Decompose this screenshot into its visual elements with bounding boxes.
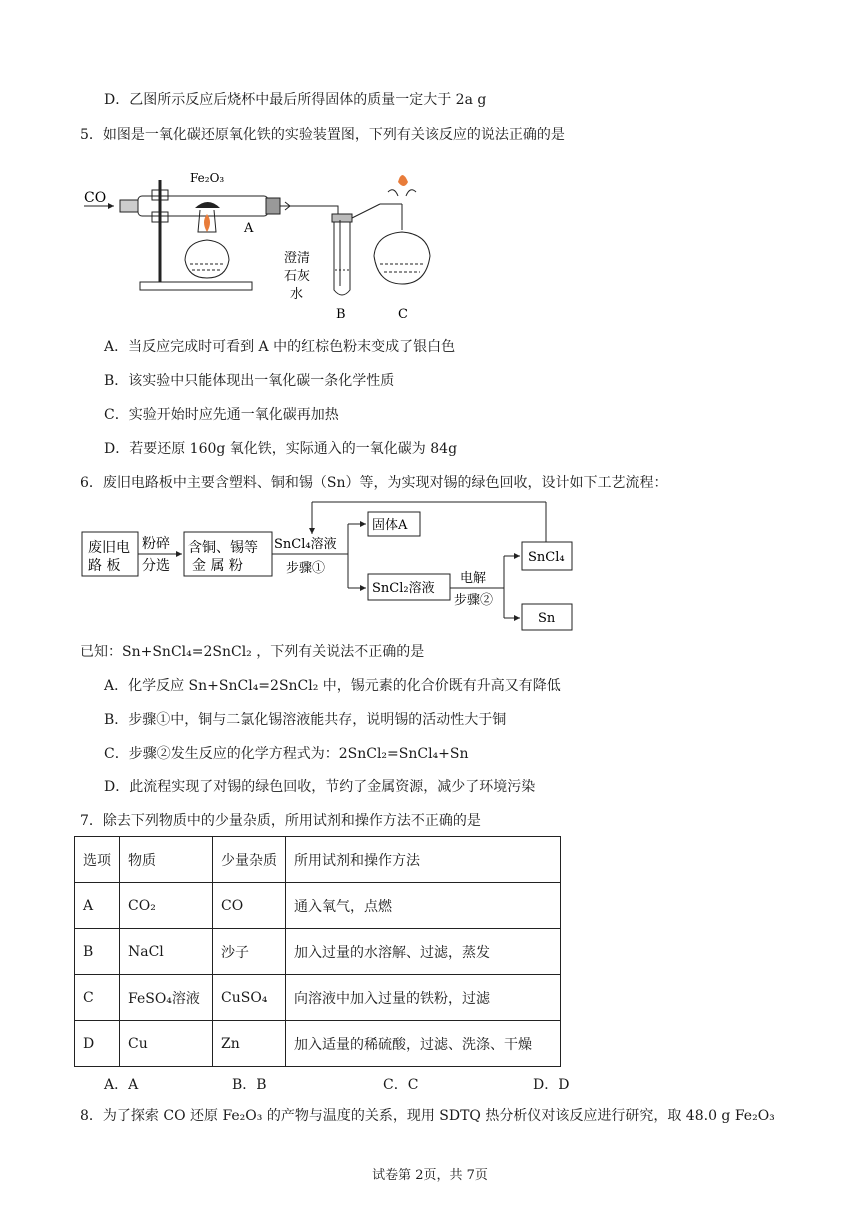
table-cell: 加入适量的稀硫酸，过滤、洗涤、干燥	[286, 1021, 561, 1067]
table-cell: D	[75, 1021, 120, 1067]
q7-answer-d: D．D	[533, 1077, 570, 1093]
q5-option-c: C．实验开始时应先通一氧化碳再加热	[104, 407, 339, 423]
tin-recovery-flowchart	[80, 498, 580, 634]
table-cell: C	[75, 975, 120, 1021]
table-cell: Cu	[120, 1021, 213, 1067]
box-sncl4: SnCl₄	[528, 550, 565, 565]
limewater-label-1: 澄清	[284, 251, 311, 266]
label-b: B	[336, 307, 346, 320]
label-c: C	[398, 307, 408, 320]
table-cell: 沙子	[213, 929, 286, 975]
table-cell: Zn	[213, 1021, 286, 1067]
table-header-cell: 物质	[120, 837, 213, 883]
q6-option-b: B．步骤①中，铜与二氯化锡溶液能共存，说明锡的活动性大于铜	[104, 712, 507, 728]
table-header-cell: 少量杂质	[213, 837, 286, 883]
q8-stem: 8．为了探索 CO 还原 Fe₂O₃ 的产物与温度的关系，现用 SDTQ 热分析仪对该反应进行研究，取 48.0 g Fe₂O₃	[80, 1108, 775, 1124]
page-footer: 试卷第 2页，共 7页	[372, 1168, 488, 1183]
label-a: A	[244, 221, 254, 236]
q7-answer-b: B．B	[232, 1077, 267, 1093]
step-2: 步骤②	[454, 593, 494, 608]
table-header-cell: 选项	[75, 837, 120, 883]
q7-table	[74, 836, 561, 1067]
reagent-sncl4: SnCl₄溶液	[274, 537, 337, 552]
table-cell: FeSO₄溶液	[120, 975, 213, 1021]
table-row	[75, 883, 561, 929]
q6-option-a: A．化学反应 Sn+SnCl₄=2SnCl₂ 中，锡元素的化合价既有升高又有降低	[104, 678, 561, 694]
fe2o3-label: Fe₂O₃	[190, 171, 225, 185]
q7-answer-a: A．A	[104, 1077, 139, 1093]
q7-answer-c: C．C	[383, 1077, 419, 1093]
arrow-sort: 分选	[142, 558, 170, 574]
arrow-crush: 粉碎	[142, 536, 170, 552]
q5-option-a: A．当反应完成时可看到 A 中的红棕色粉末变成了银白色	[104, 339, 456, 355]
table-cell: A	[75, 883, 120, 929]
table-cell: 加入过量的水溶解、过滤，蒸发	[286, 929, 561, 975]
box-sncl2-solution: SnCl₂溶液	[372, 581, 435, 596]
co-reduction-apparatus-figure	[80, 160, 440, 320]
limewater-label-3: 水	[290, 287, 304, 302]
q6-stem: 6．废旧电路板中主要含塑料、铜和锡（Sn）等，为实现对锡的绿色回收，设计如下工艺流程：	[80, 475, 668, 491]
table-row	[75, 975, 561, 1021]
limewater-label-2: 石灰	[284, 269, 311, 284]
table-cell: CO	[213, 883, 286, 929]
box-solid-a: 固体A	[372, 518, 408, 533]
q5-option-d: D．若要还原 160g 氧化铁，实际通入的一氧化碳为 84g	[104, 441, 458, 457]
table-cell: CO₂	[120, 883, 213, 929]
table-cell: NaCl	[120, 929, 213, 975]
box-waste-board-line2: 路 板	[88, 558, 121, 574]
box-metal-powder-line1: 含铜、锡等	[188, 540, 258, 556]
table-header-row	[75, 837, 561, 883]
table-cell: CuSO₄	[213, 975, 286, 1021]
q4-option-d: D．乙图所示反应后烧杯中最后所得固体的质量一定大于 2a g	[104, 92, 487, 108]
table-cell: 向溶液中加入过量的铁粉，过滤	[286, 975, 561, 1021]
table-cell: B	[75, 929, 120, 975]
table-row	[75, 929, 561, 975]
co-label: CO	[84, 190, 107, 206]
q6-known: 已知：Sn+SnCl₄=2SnCl₂ ，下列有关说法不正确的是	[80, 644, 425, 660]
box-waste-board-line1: 废旧电	[88, 540, 130, 556]
q5-stem: 5．如图是一氧化碳还原氧化铁的实验装置图，下列有关该反应的说法正确的是	[80, 127, 565, 143]
table-row	[75, 1021, 561, 1067]
q7-stem: 7．除去下列物质中的少量杂质，所用试剂和操作方法不正确的是	[80, 813, 481, 829]
table-cell: 通入氧气，点燃	[286, 883, 561, 929]
q6-option-d: D．此流程实现了对锡的绿色回收，节约了金属资源，减少了环境污染	[104, 779, 536, 795]
box-metal-powder-line2: 金 属 粉	[192, 558, 243, 574]
q5-option-b: B．该实验中只能体现出一氧化碳一条化学性质	[104, 373, 395, 389]
table-header-cell: 所用试剂和操作方法	[286, 837, 561, 883]
q6-option-c: C．步骤②发生反应的化学方程式为：2SnCl₂=SnCl₄+Sn	[104, 746, 469, 762]
step-1: 步骤①	[286, 561, 326, 576]
box-sn: Sn	[538, 611, 556, 626]
label-electrolysis: 电解	[460, 571, 487, 586]
